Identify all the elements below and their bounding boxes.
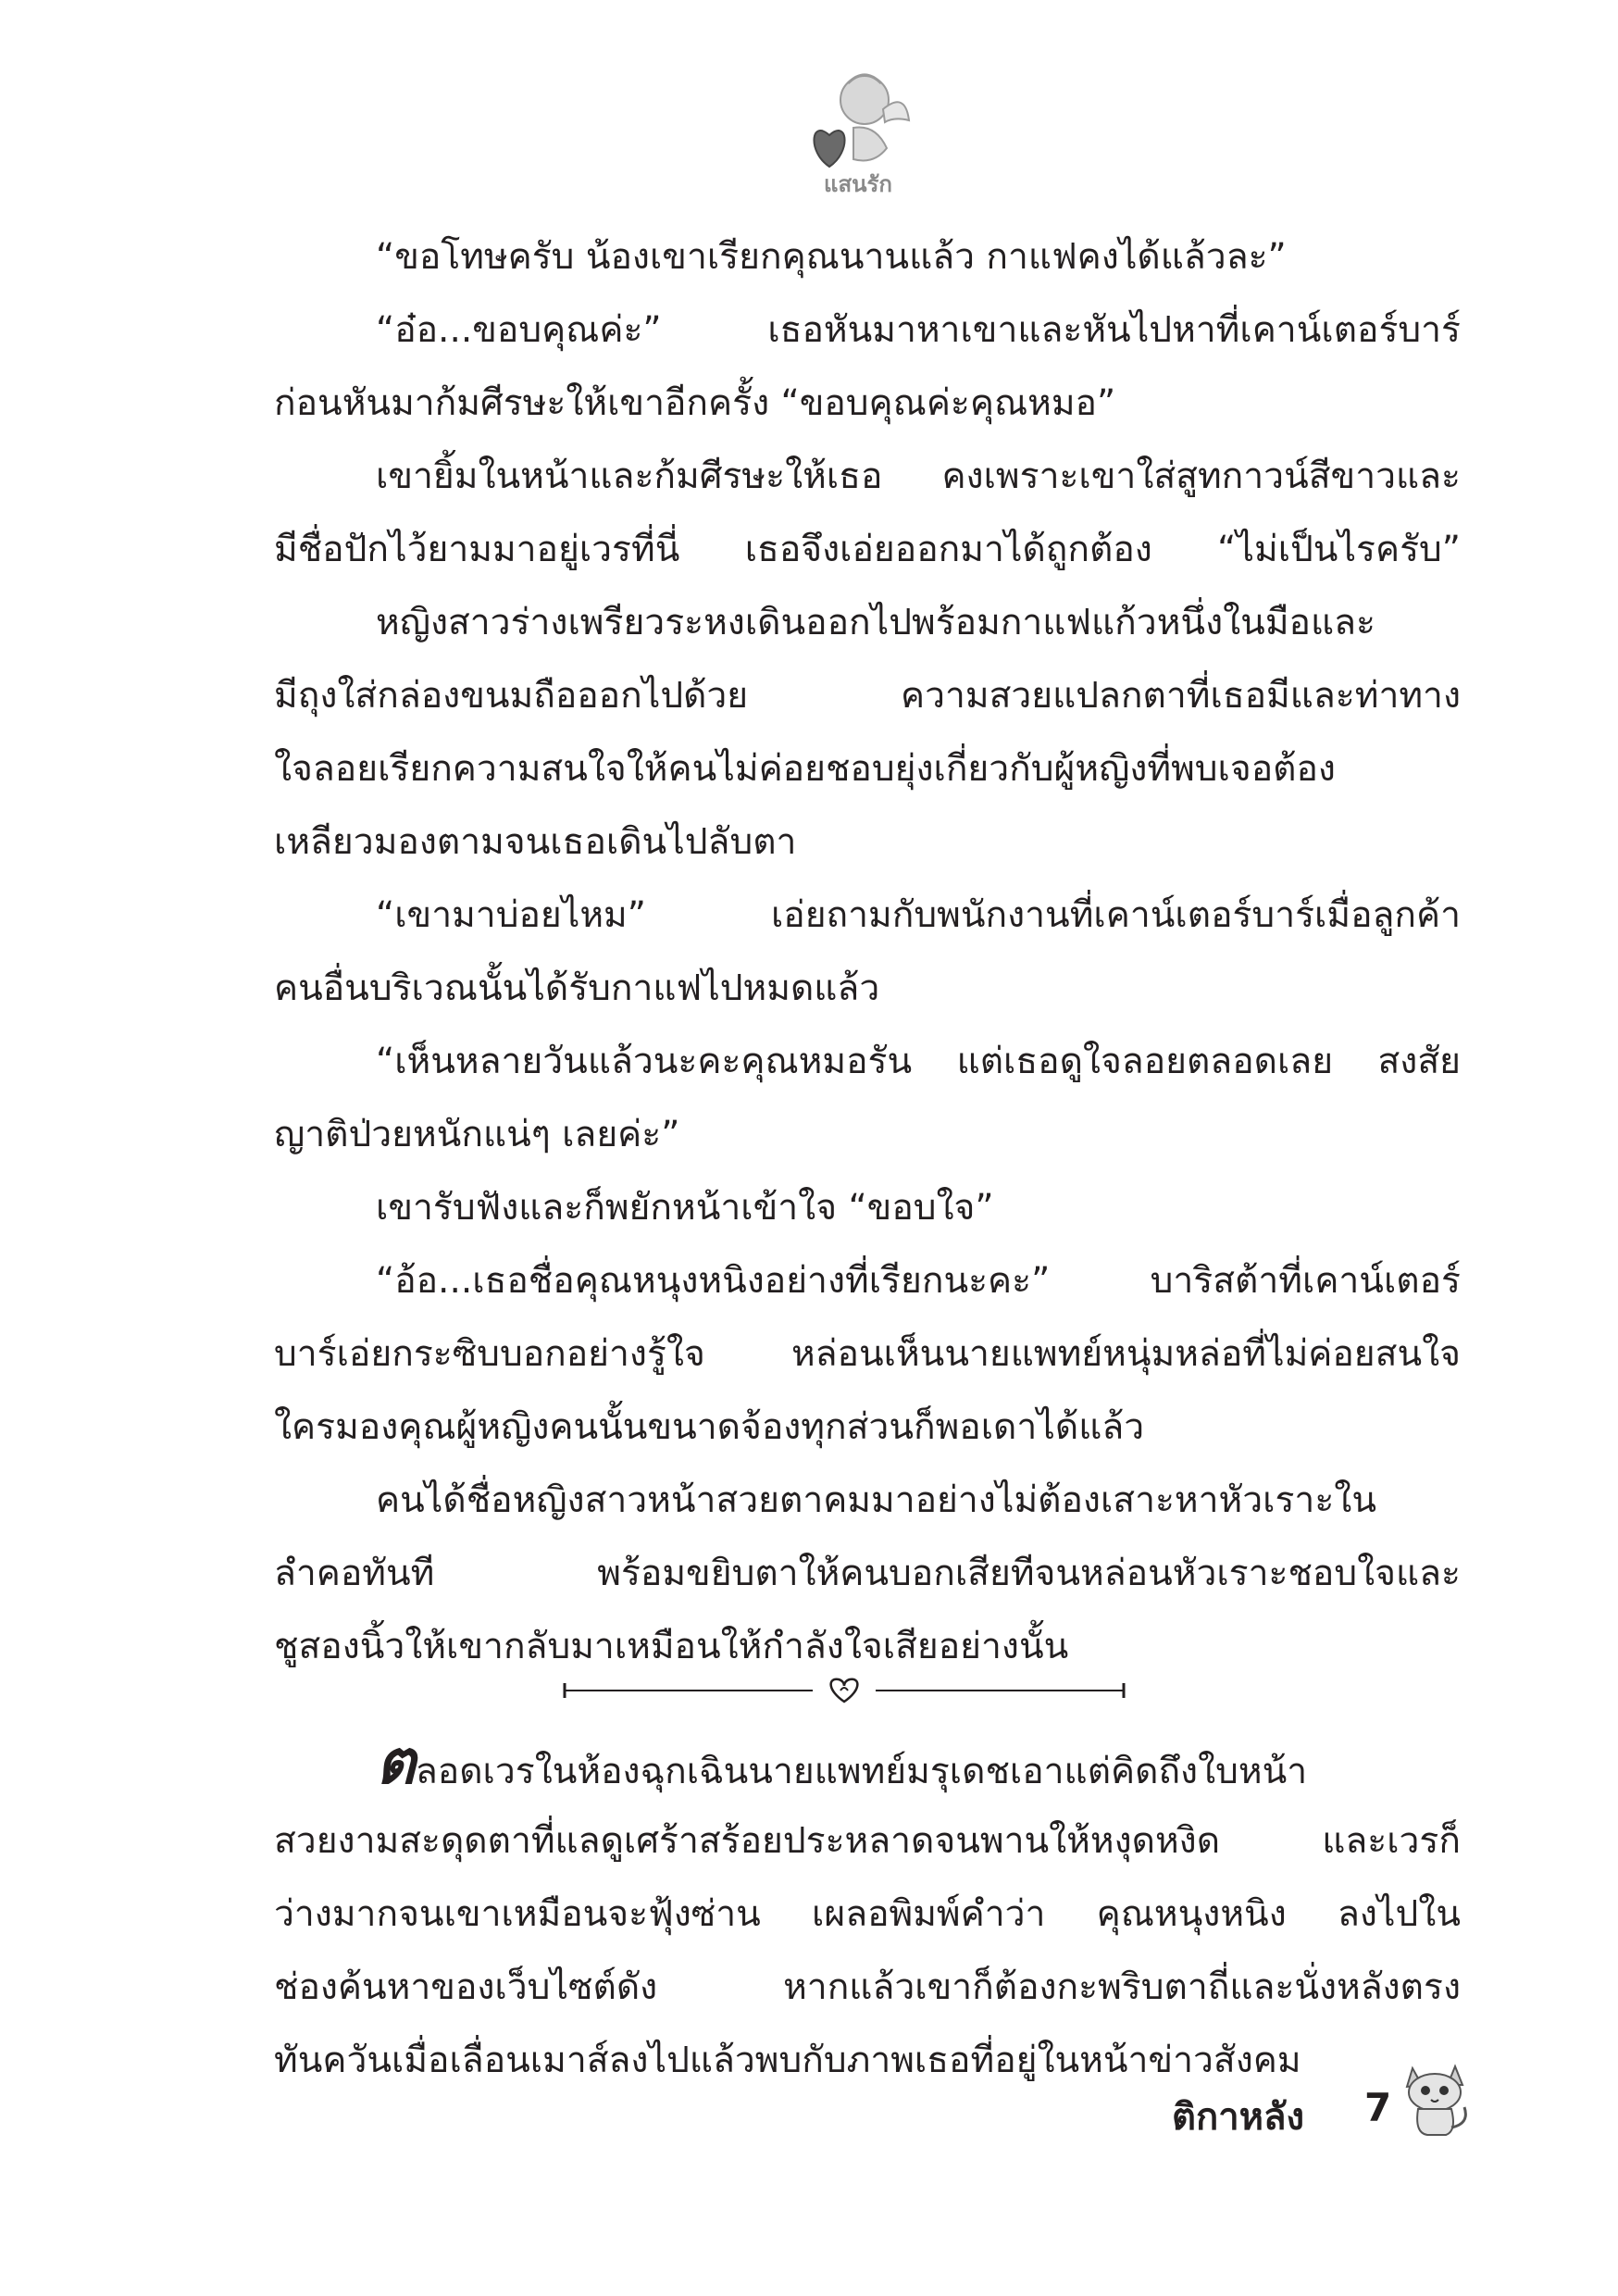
kitten-icon [1400, 2057, 1472, 2137]
text-line: เขารับฟังและก็พยักหน้าเข้าใจ “ขอบใจ” [376, 1187, 994, 1229]
text-line: “เขามาบ่อยไหม” เอ่ยถามกับพนักงานที่เคาน์เตอร์บาร์เมื่อลูกค้า [376, 894, 1461, 936]
text-line: คนอื่นบริเวณนั้นได้รับกาแฟไปหมดแล้ว [274, 967, 880, 1009]
text-line: “เห็นหลายวันแล้วนะคะคุณหมอรัน แต่เธอดูใจลอยตลอดเลย สงสัย [376, 1041, 1461, 1082]
text-line: เขายิ้มในหน้าและก้มศีรษะให้เธอ คงเพราะเขาใส่สูทกาวน์สีขาวและ [376, 455, 1461, 497]
logo-text: แสนรัก [824, 171, 892, 197]
page-number: 7 [1364, 2085, 1392, 2130]
text-line: ชูสองนิ้วให้เขากลับมาเหมือนให้กำลังใจเสียอย่างนั้น [274, 1626, 1069, 1667]
text-line: “อ๋อ...ขอบคุณค่ะ” เธอหันมาหาเขาและหันไปหาที่เคาน์เตอร์บาร์ [376, 309, 1461, 351]
text-line: สวยงามสะดุดตาที่แลดูเศร้าสร้อยประหลาดจนพานให้หงุดหงิด และเวรก็ [274, 1820, 1461, 1862]
text-line: ลำคอทันที พร้อมขยิบตาให้คนบอกเสียทีจนหล่อนหัวเราะชอบใจและ [274, 1553, 1461, 1594]
text-line: ญาติป่วยหนักแน่ๆ เลยค่ะ” [274, 1114, 680, 1155]
text-line: “ขอโทษครับ น้องเขาเรียกคุณนานแล้ว กาแฟคงได้แล้วละ” [376, 236, 1287, 278]
text-line: ก่อนหันมาก้มศีรษะให้เขาอีกครั้ง “ขอบคุณค่ะคุณหมอ” [274, 382, 1116, 424]
text-line: ใครมองคุณผู้หญิงคนนั้นขนาดจ้องทุกส่วนก็พอเดาได้แล้ว [274, 1406, 1145, 1448]
section-text [274, 1726, 1461, 2097]
section-divider [563, 1672, 1126, 1709]
text-line: หญิงสาวร่างเพรียวระหงเดินออกไปพร้อมกาแฟแก้วหนึ่งในมือและ [376, 602, 1375, 643]
publisher-logo [802, 63, 915, 202]
text-line: มีชื่อปักไว้ยามมาอยู่เวรที่นี่ เธอจึงเอ่ยออกมาได้ถูกต้อง “ไม่เป็นไรครับ” [274, 529, 1461, 570]
text-line: คนได้ชื่อหญิงสาวหน้าสวยตาคมมาอย่างไม่ต้องเสาะหาหัวเราะใน [376, 1479, 1376, 1521]
text-line: ว่างมากจนเขาเหมือนจะฟุ้งซ่าน เผลอพิมพ์คำว่า คุณหนุงหนิง ลงไปใน [274, 1893, 1461, 1935]
body-text [274, 220, 1461, 1683]
text-line: ใจลอยเรียกความสนใจให้คนไม่ค่อยชอบยุ่งเกี่ยวกับผู้หญิงที่พบเจอต้อง [274, 748, 1336, 790]
text-line: บาร์เอ่ยกระซิบบอกอย่างรู้ใจ หล่อนเห็นนายแพทย์หนุ่มหล่อที่ไม่ค่อยสนใจ [274, 1333, 1461, 1375]
text-line: มีถุงใส่กล่องขนมถือออกไปด้วย ความสวยแปลกตาที่เธอมีและท่าทาง [274, 675, 1461, 717]
heart-ornament-icon [831, 1679, 858, 1702]
drop-cap: ต [376, 1726, 416, 1798]
first-line-text: ลอดเวรในห้องฉุกเฉินนายแพทย์มรุเดชเอาแต่คิดถึงใบหน้า [415, 1751, 1308, 1792]
cupid-heart-icon [802, 63, 915, 178]
text-line: เหลียวมองตามจนเธอเดินไปลับตา [274, 821, 797, 863]
text-line: “อ้อ...เธอชื่อคุณหนุงหนิงอย่างที่เรียกนะคะ” บาริสต้าที่เคาน์เตอร์ [376, 1260, 1461, 1302]
book-title: ติกาหลัง [1172, 2096, 1305, 2139]
text-line [274, 1726, 1461, 1804]
text-line: ทันควันเมื่อเลื่อนเมาส์ลงไปแล้วพบกับภาพเธอที่อยู่ในหน้าข่าวสังคม [274, 2040, 1301, 2081]
text-line: ช่องค้นหาของเว็บไซต์ดัง หากแล้วเขาก็ต้องกะพริบตาถี่และนั่งหลังตรง [274, 1966, 1461, 2008]
